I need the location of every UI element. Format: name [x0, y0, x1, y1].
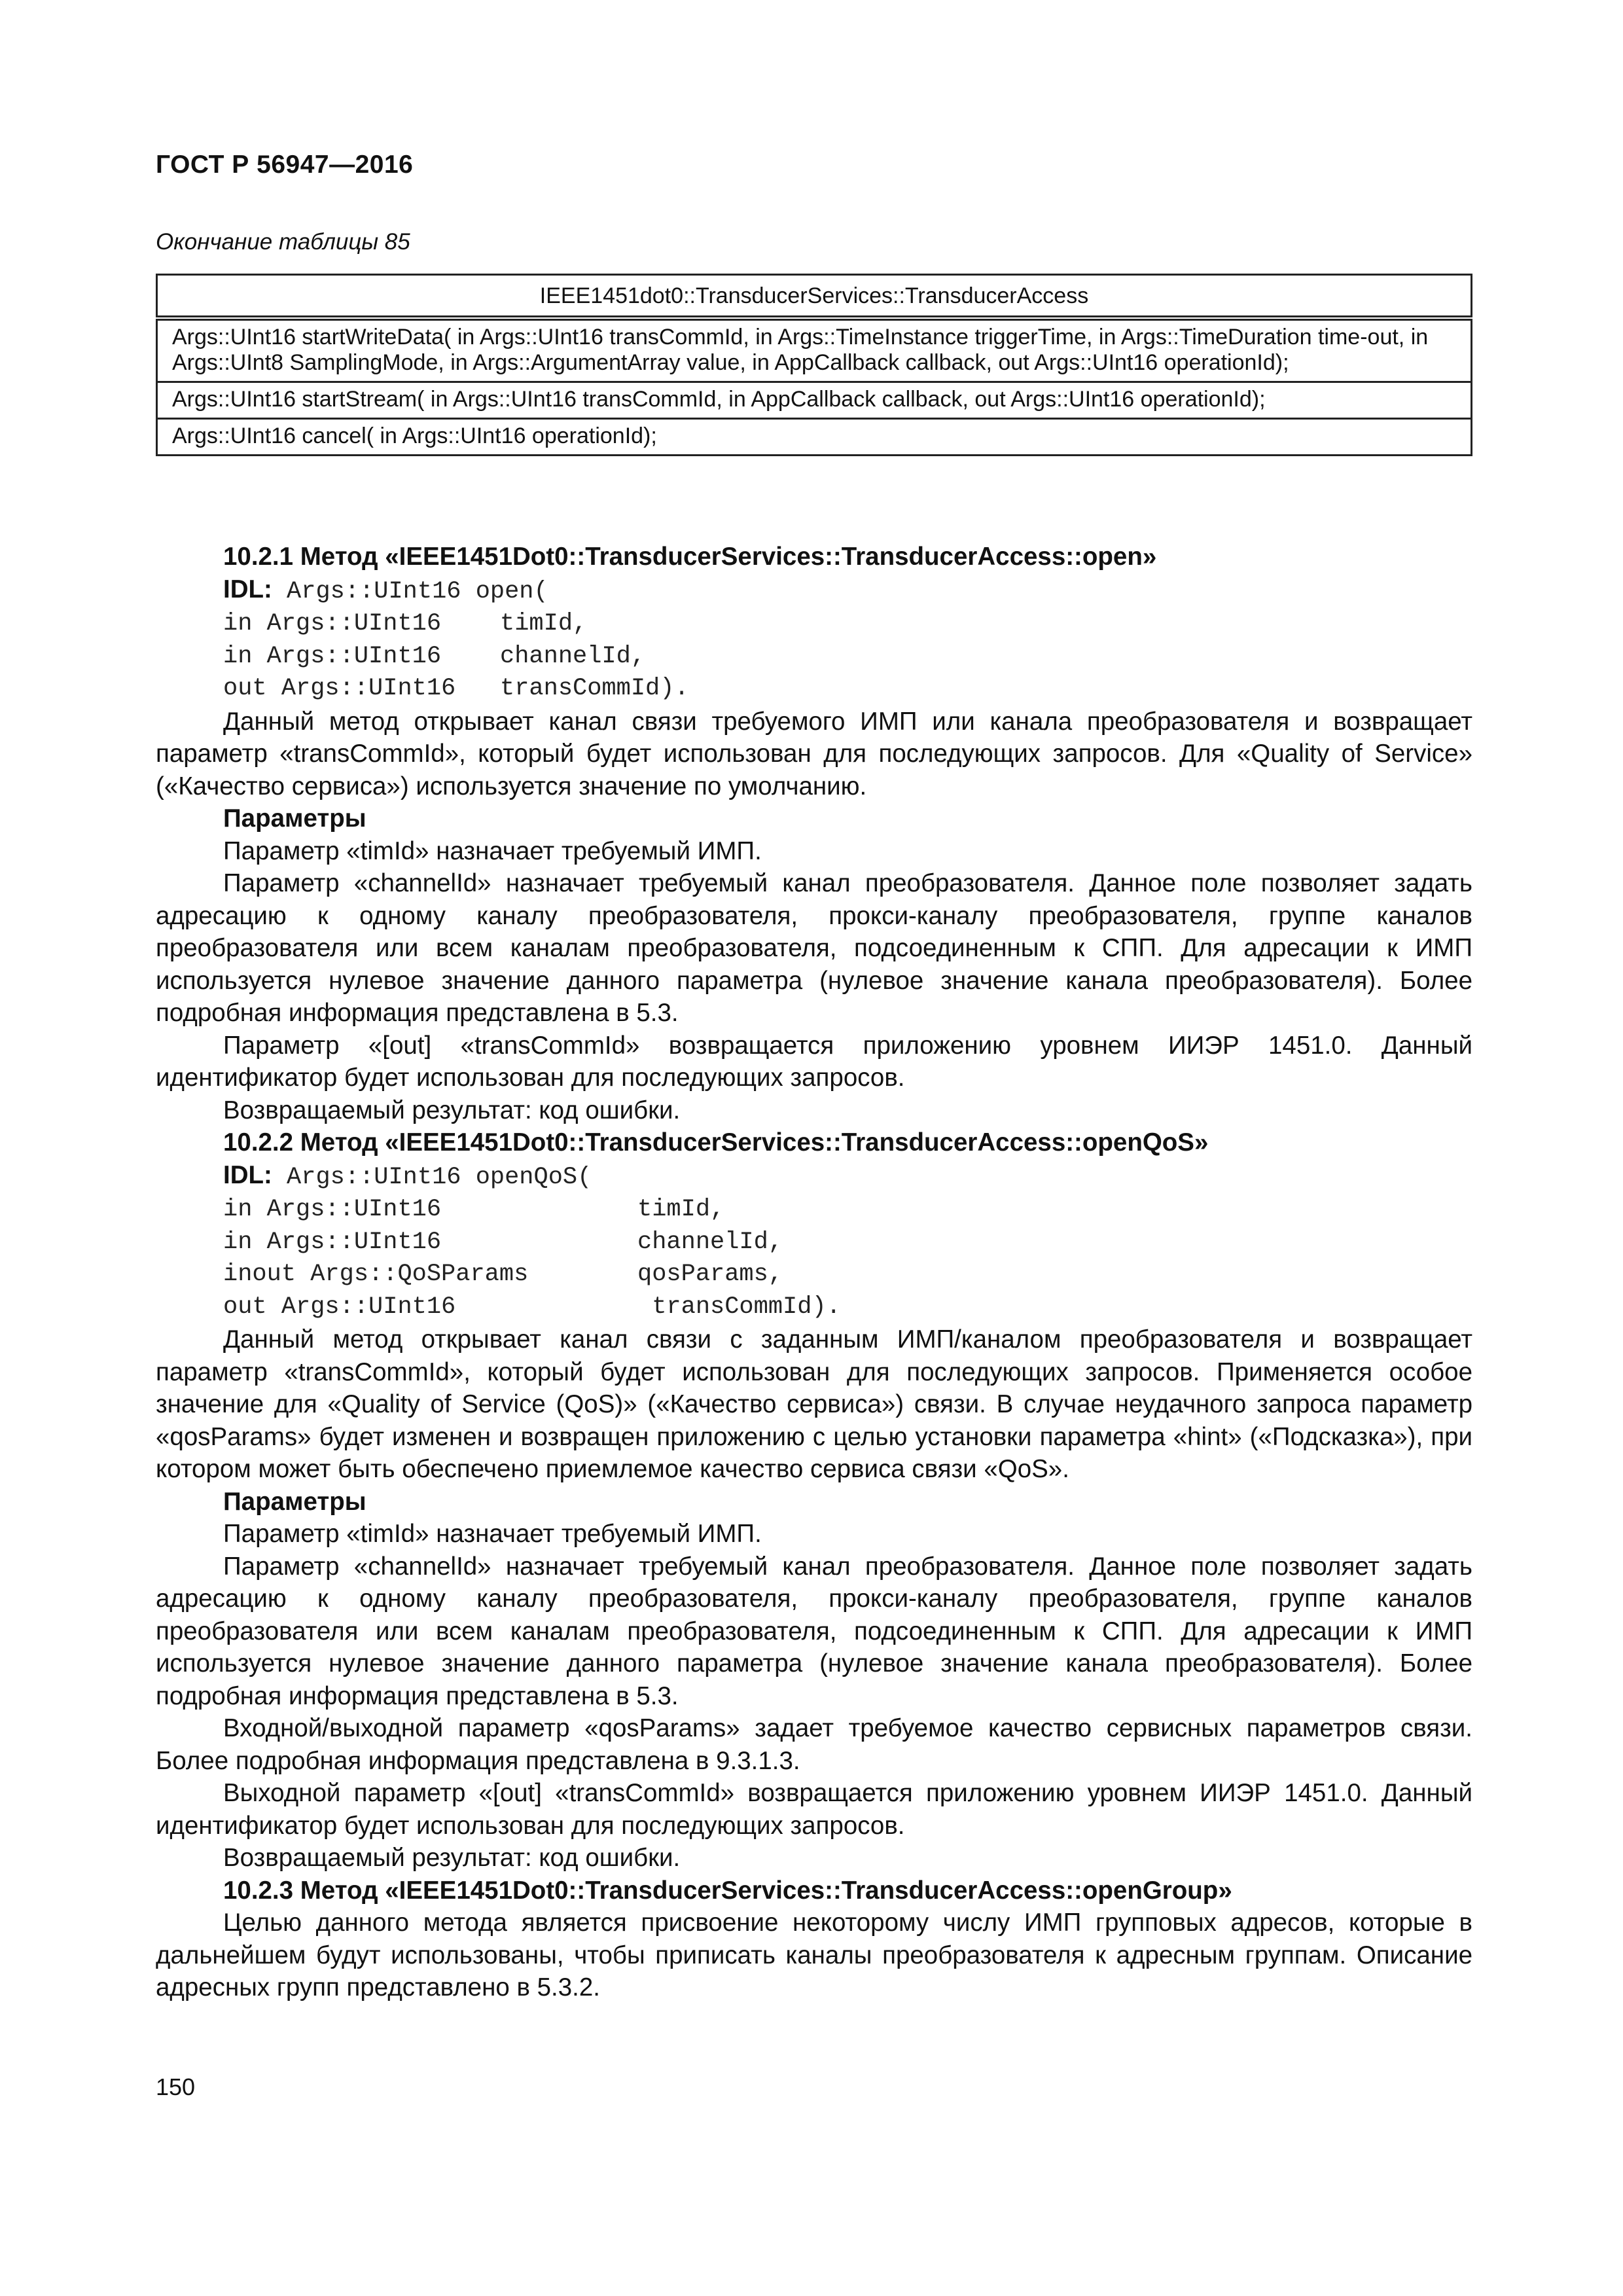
params-title: Параметры: [223, 804, 366, 833]
paragraph: Возвращаемый результат: код ошибки.: [223, 1096, 681, 1124]
table-row: Args::UInt16 startWriteData( in Args::UInt16 transCommId, in Args::TimeInstance triggerTime, in Args::TimeDuration time-out, in Args::UInt8 SamplingMode, in Args::ArgumentArray value, in AppCallback callback, out Args::UInt16 operationId);: [157, 318, 1472, 382]
idl-label: IDL:: [223, 1160, 272, 1189]
code-line: inout Args::QoSParams qosParams,: [223, 1261, 783, 1288]
page-number: 150: [156, 2073, 196, 2100]
document-body: [156, 541, 1472, 2004]
idl-code: Args::UInt16 open(: [272, 577, 548, 605]
code-line: in Args::UInt16 timId,: [223, 610, 588, 637]
table-header-cell: IEEE1451dot0::TransducerServices::TransducerAccess: [157, 275, 1472, 319]
paragraph: Параметр «channelId» назначает требуемый канал преобразователя. Данное поле позволяет задать адресацию к одному каналу преобразователя, прокси-каналу преобразователя, группе каналов преобразователя или всем каналам преобразователя, подсоединенным к СПП. Для адресации к ИМП используется нулевое значение данного параметра (нулевое значение канала преобразователя). Более подробная информация представлена в 5.3.: [156, 1552, 1472, 1710]
document-header: ГОСТ Р 56947—2016: [156, 151, 414, 179]
paragraph: Данный метод открывает канал связи требуемого ИМП или канала преобразователя и возвращает параметр «transCommId», который будет использован для последующих запросов. Для «Quality of Service» («Качество сервиса») используется значение по умолчанию.: [156, 707, 1472, 800]
table-row: Args::UInt16 startStream( in Args::UInt16 transCommId, in AppCallback callback, out Args::UInt16 operationId);: [157, 382, 1472, 419]
idl-label: IDL:: [223, 575, 272, 603]
code-line: in Args::UInt16 channelId,: [223, 642, 646, 670]
paragraph: Параметр «channelId» назначает требуемый канал преобразователя. Данное поле позволяет задать адресацию к одному каналу преобразователя, прокси-каналу преобразователя, группе каналов преобразователя или всем каналам преобразователя, подсоединенным к СПП. Для адресации к ИМП используется нулевое значение данного параметра (нулевое значение канала преобразователя). Более подробная информация представлена в 5.3.: [156, 869, 1472, 1027]
section-heading-open: 10.2.1 Метод «IEEE1451Dot0::TransducerServices::TransducerAccess::open»: [223, 543, 1157, 571]
table-85: [156, 274, 1472, 456]
paragraph: Параметр «timId» назначает требуемый ИМП.: [223, 1520, 762, 1548]
code-line: out Args::UInt16 transCommId).: [223, 675, 689, 702]
paragraph: Возвращаемый результат: код ошибки.: [223, 1844, 681, 1872]
paragraph: Выходной параметр «[out] «transCommId» возвращается приложению уровнем ИИЭР 1451.0. Данный идентификатор будет использован для последующих запросов.: [156, 1779, 1472, 1840]
table-caption: Окончание таблицы 85: [156, 229, 410, 255]
section-heading-opengroup: 10.2.3 Метод «IEEE1451Dot0::TransducerServices::TransducerAccess::openGroup»: [223, 1876, 1232, 1905]
paragraph: Данный метод открывает канал связи с заданным ИМП/каналом преобразователя и возвращает параметр «transCommId», который будет использован для последующих запросов. Применяется особое значение для «Quality of Service (QoS)» («Качество сервиса») связи. В случае неудачного запроса параметр «qosParams» будет изменен и возвращен приложению с целью установки параметра «hint» («Подсказка»), при котором может быть обеспечено приемлемое качество сервиса связи «QoS».: [156, 1325, 1472, 1483]
code-line: in Args::UInt16 channelId,: [223, 1228, 783, 1256]
idl-code: Args::UInt16 openQoS(: [272, 1163, 592, 1191]
paragraph: Параметр «[out] «transCommId» возвращается приложению уровнем ИИЭР 1451.0. Данный идентификатор будет использован для последующих запросов.: [156, 1031, 1472, 1092]
code-line: out Args::UInt16 transCommId).: [223, 1293, 841, 1321]
paragraph: Входной/выходной параметр «qosParams» задает требуемое качество сервисных параметров связи. Более подробная информация представлена в 9.3.1.3.: [156, 1714, 1472, 1775]
idl-signature: [156, 1159, 1472, 1194]
idl-signature: [156, 573, 1472, 609]
params-title: Параметры: [223, 1487, 366, 1516]
section-heading-openqos: 10.2.2 Метод «IEEE1451Dot0::TransducerServices::TransducerAccess::openQoS»: [223, 1128, 1209, 1157]
code-line: in Args::UInt16 timId,: [223, 1196, 725, 1223]
table-row: Args::UInt16 cancel( in Args::UInt16 operationId);: [157, 419, 1472, 456]
paragraph: Целью данного метода является присвоение некоторому числу ИМП групповых адресов, которые в дальнейшем будут использованы, чтобы приписать каналы преобразователя к адресным группам. Описание адресных групп представлено в 5.3.2.: [156, 1909, 1472, 2001]
paragraph: Параметр «timId» назначает требуемый ИМП.: [223, 836, 762, 865]
